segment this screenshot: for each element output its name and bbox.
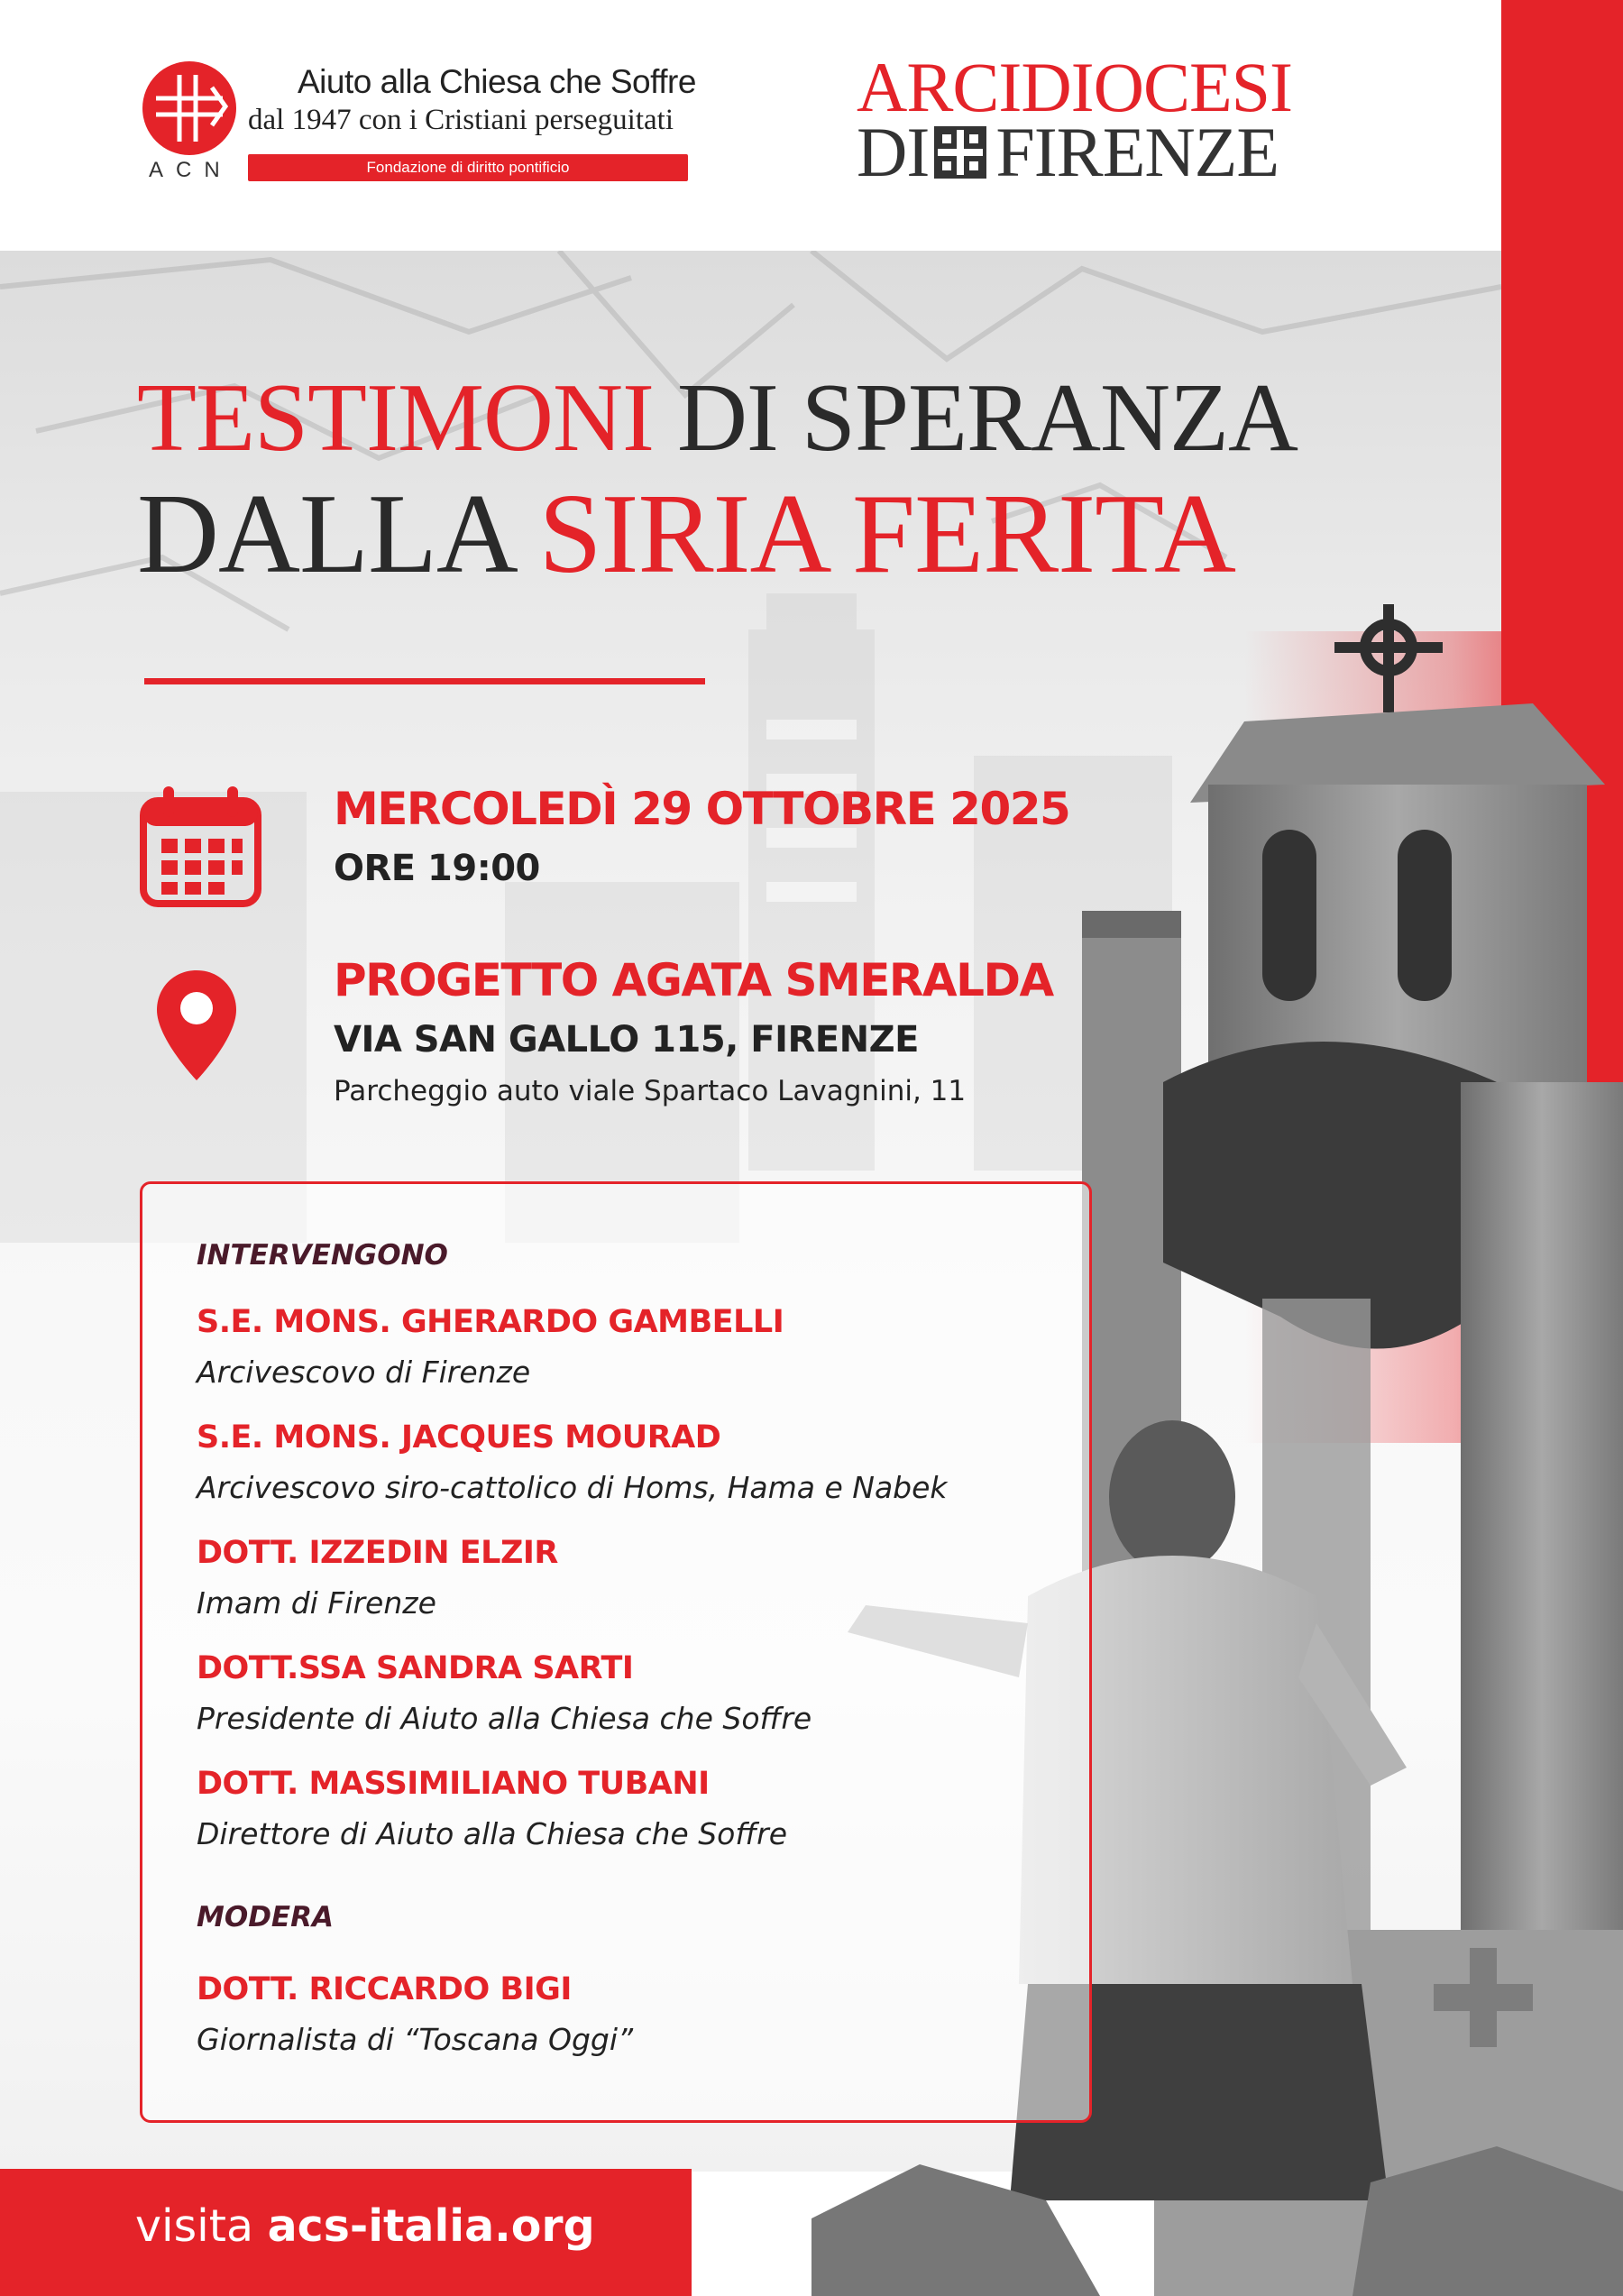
speaker-name: DOTT. MASSIMILIANO TUBANI — [197, 1766, 710, 1802]
speaker-name: DOTT. IZZEDIN ELZIR — [197, 1535, 558, 1571]
diocese-cross-emblem — [934, 126, 986, 179]
diocese-prefix: DI — [857, 113, 930, 191]
acn-cross-logo — [140, 59, 239, 158]
footer-website[interactable] — [135, 2200, 595, 2252]
speaker-role: Imam di Firenze — [197, 1585, 436, 1621]
title-dark-part-2: DALLA — [137, 472, 539, 597]
moderator-name: DOTT. RICCARDO BIGI — [197, 1971, 572, 2007]
speaker-role: Presidente di Aiuto alla Chiesa che Soffre — [197, 1701, 812, 1736]
speaker-role: Arcivescovo di Firenze — [197, 1355, 531, 1390]
event-time: ORE 19:00 — [334, 848, 540, 889]
speaker-role: Arcivescovo siro-cattolico di Homs, Hama e Nabek — [197, 1470, 948, 1505]
moderator-section-label: MODERA — [197, 1901, 334, 1933]
acn-organization-name: Aiuto alla Chiesa che Soffre — [298, 63, 696, 100]
moderator-role: Giornalista di “Toscana Oggi” — [197, 2022, 634, 2057]
speaker-name: S.E. MONS. JACQUES MOURAD — [197, 1419, 721, 1456]
diocese-name-line1: ARCIDIOCESI — [857, 48, 1293, 126]
footer-prefix: visita — [135, 2200, 268, 2252]
title-red-part-2: SIRIA FERITA — [538, 472, 1235, 597]
speaker-name: DOTT.SSA SANDRA SARTI — [197, 1650, 634, 1686]
title-dark-part-1: DI SPERANZA — [653, 364, 1297, 472]
event-venue: PROGETTO AGATA SMERALDA — [334, 954, 1053, 1006]
location-pin-icon — [153, 967, 240, 1084]
diocese-suffix: FIRENZE — [995, 113, 1279, 191]
footer-site-link[interactable]: acs-italia.org — [267, 2200, 595, 2252]
calendar-icon — [140, 783, 261, 907]
acn-foundation-bar: Fondazione di diritto pontificio — [248, 154, 688, 181]
acn-tagline: dal 1947 con i Cristiani perseguitati — [248, 104, 674, 136]
title-red-part-1: TESTIMONI — [137, 364, 654, 472]
speakers-section-label: INTERVENGONO — [197, 1239, 448, 1272]
acn-letters: ACN — [149, 158, 233, 182]
title-line-2 — [137, 472, 1235, 597]
event-address: VIA SAN GALLO 115, FIRENZE — [334, 1019, 919, 1061]
event-parking: Parcheggio auto viale Spartaco Lavagnini, 11 — [334, 1075, 967, 1107]
event-date: MERCOLEDÌ 29 OTTOBRE 2025 — [334, 783, 1070, 835]
speaker-role: Direttore di Aiuto alla Chiesa che Soffre — [197, 1816, 788, 1851]
title-line-1 — [137, 364, 1297, 472]
title-divider — [144, 678, 705, 684]
speaker-name: S.E. MONS. GHERARDO GAMBELLI — [197, 1304, 784, 1340]
diocese-name-line2 — [857, 113, 1279, 191]
